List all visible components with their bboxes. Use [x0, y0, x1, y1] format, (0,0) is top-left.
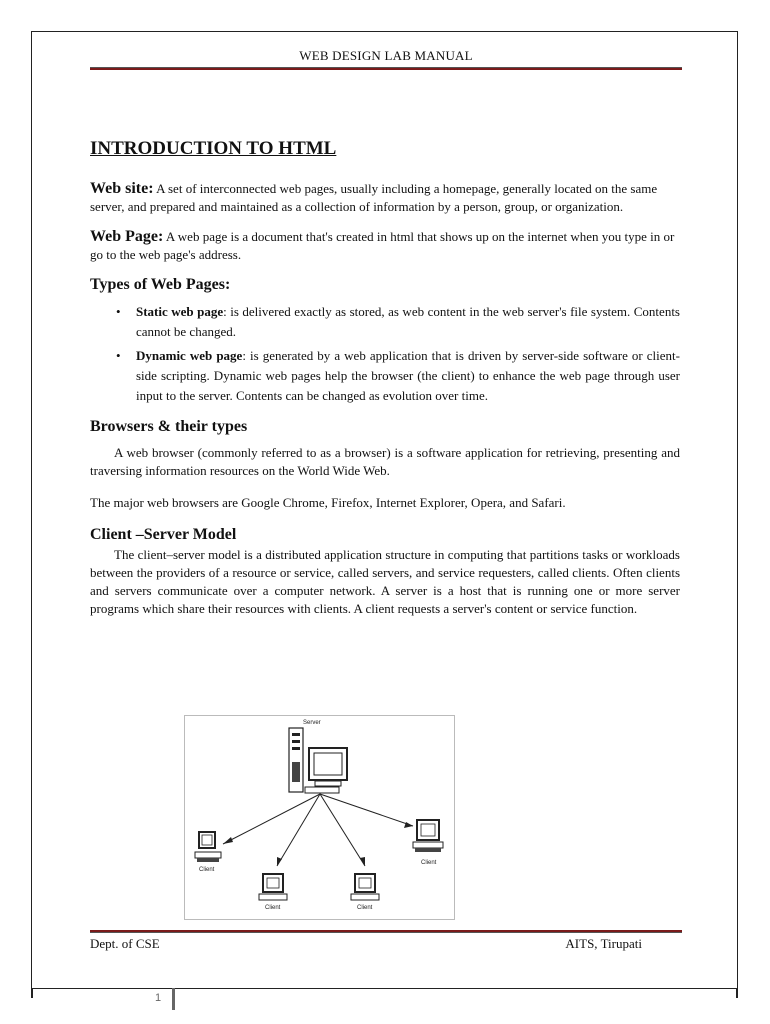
client-icon: [351, 874, 379, 900]
footer-rule: [90, 930, 682, 933]
major-browsers-paragraph: The major web browsers are Google Chrome, Firefox, Internet Explorer, Opera, and Safari.: [90, 495, 566, 510]
webpage-text: A web page is a document that's created in html that shows up on the internet when you type in or go to the web page's address.: [90, 229, 675, 262]
list-item-term: Dynamic web page: [136, 348, 243, 363]
network-diagram-svg: [185, 716, 454, 919]
client-icon: [259, 874, 287, 900]
header-rule: [90, 67, 682, 70]
webpage-definition: [90, 228, 680, 264]
client-label: Client: [421, 860, 437, 866]
list-item: [136, 302, 680, 342]
types-heading: Types of Web Pages:: [90, 276, 231, 293]
client-server-diagram: [184, 715, 455, 920]
list-item-text: : is generated by a web application that is driven by server-side software or client-side scripting. Dynamic web pages help the browser (the client) to enhance the web page through user input to the server. Contents can be changed as evolution over time.: [136, 348, 680, 403]
corner-mark: [31, 988, 33, 998]
footer-department: Dept. of CSE: [90, 936, 160, 951]
browsers-paragraph: A web browser (commonly referred to as a browser) is a software application for retrieving, presenting and traversing information resources on the World Wide Web.: [90, 445, 680, 478]
client-label: Client: [357, 905, 373, 911]
page-number: 1: [155, 992, 162, 1004]
corner-mark: [736, 988, 738, 998]
website-definition: [90, 180, 680, 216]
list-item-text: : is delivered exactly as stored, as web content in the web server's file system. Contents cannot be changed.: [136, 304, 680, 339]
server-label: Server: [303, 720, 321, 726]
client-icon: [195, 832, 221, 862]
page-title: INTRODUCTION TO HTML: [90, 138, 337, 159]
client-label: Client: [199, 867, 215, 873]
list-item-term: Static web page: [136, 304, 224, 319]
website-term: Web site:: [90, 180, 154, 197]
website-text: A set of interconnected web pages, usually including a homepage, generally located on the same server, and prepared and maintained as a collection of information by a person, group, or organization.: [90, 181, 658, 214]
list-item: [136, 346, 680, 406]
page-header: WEB DESIGN LAB MANUAL: [299, 48, 473, 63]
client-icon: [413, 820, 443, 852]
webpage-term: Web Page:: [90, 228, 164, 245]
client-server-paragraph: The client–server model is a distributed application structure in computing that partitions tasks or workloads between the providers of a resource or service, called servers, and service requesters, called clients. Often clients and servers communicate over a computer network. A server is a host that is running one or more server programs which share their resources with clients. A client requests a server's content or service function.: [90, 547, 680, 616]
types-list: [90, 302, 680, 406]
browsers-heading: Browsers & their types: [90, 418, 248, 435]
client-server-heading: Client –Server Model: [90, 526, 237, 543]
page-number-divider: [172, 988, 175, 1010]
connection-line: [320, 794, 365, 866]
connection-line: [320, 794, 413, 826]
client-label: Client: [265, 905, 281, 911]
footer-institution: AITS, Tirupati: [565, 936, 642, 951]
document-body: [90, 140, 680, 618]
server-icon: [289, 728, 347, 793]
